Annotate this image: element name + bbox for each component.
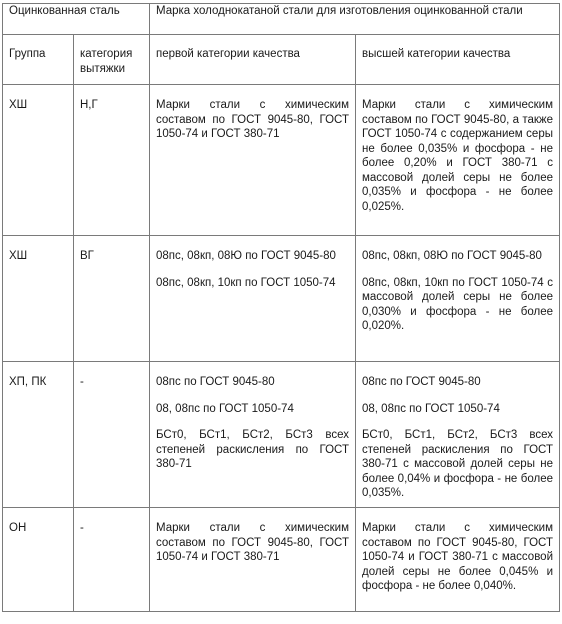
highest-category-text: 08пс, 08кп, 08Ю по ГОСТ 9045-80 [362, 250, 542, 262]
category-cell: - [80, 376, 84, 388]
table-row [3, 508, 560, 612]
header-highest-category: высшей категории качества [362, 48, 511, 60]
steel-grades-table [2, 3, 560, 612]
first-category-text: БСт0, БСт1, БСт2, БСт3 всех степеней раскисления по ГОСТ 380-71 [156, 429, 349, 470]
highest-category-text: Марки стали с химическим составом по ГОСТ 9045-80, ГОСТ 1050-74 и ГОСТ 380-71 с массовой долей серы не более 0,045% и фосфора - не более 0,040%. [362, 522, 553, 592]
header-highest-category-cell [356, 35, 560, 85]
table-row [3, 85, 560, 236]
highest-category-text: Марки стали с химическим составом по ГОСТ 9045-80, а также ГОСТ 1050-74 с содержанием серы не более 0,035% и фосфора - не более 0,20% и ГОСТ 380-71 с массовой долей серы не более 0,035% и фосфора - не более 0,025%. [362, 99, 553, 213]
first-category-text: 08пс по ГОСТ 9045-80 [156, 376, 275, 388]
header-row-sub [3, 35, 560, 85]
first-category-text: 08, 08пс по ГОСТ 1050-74 [156, 402, 294, 415]
first-category-text: Марки стали с химическим составом по ГОСТ 9045-80, ГОСТ 1050-74 и ГОСТ 380-71 [156, 522, 349, 563]
table-row [3, 362, 560, 508]
header-galvanized-steel: Оцинкованная сталь [9, 5, 120, 17]
group-cell: ХШ [9, 99, 28, 111]
header-draw-category-cell [74, 35, 150, 85]
category-cell: ВГ [80, 250, 94, 262]
group-cell: ОН [9, 522, 27, 534]
header-group-cell [3, 35, 74, 85]
category-cell: Н,Г [80, 99, 98, 111]
header-first-category: первой категории качества [156, 48, 300, 60]
group-cell: ХП, ПК [9, 376, 47, 388]
table-row [3, 236, 560, 362]
header-draw-category: категория вытяжки [80, 48, 133, 75]
header-row-top [3, 4, 560, 35]
header-cold-rolled-cell [150, 4, 560, 35]
highest-category-text: БСт0, БСт1, БСт2, БСт3 всех степеней раскисления по ГОСТ 380-71 с массовой долей серы не более 0,04% и фосфора - не более 0,035%. [362, 429, 553, 499]
highest-category-text: 08, 08пс по ГОСТ 1050-74 [362, 402, 500, 415]
first-category-text: 08пс, 08кп, 10кп по ГОСТ 1050-74 [156, 276, 336, 289]
header-group: Группа [9, 48, 46, 60]
group-cell: ХШ [9, 250, 28, 262]
first-category-text: Марки стали с химическим составом по ГОСТ 9045-80, ГОСТ 1050-74 и ГОСТ 380-71 [156, 99, 349, 140]
highest-category-text: 08пс, 08кп, 10кп по ГОСТ 1050-74 с массовой долей серы не более 0,030% и фосфора - не более 0,020%. [362, 276, 553, 332]
highest-category-text: 08пс по ГОСТ 9045-80 [362, 376, 481, 388]
category-cell: - [80, 522, 84, 534]
header-cold-rolled-steel: Марка холоднокатаной стали для изготовления оцинкованной стали [156, 5, 523, 17]
header-first-category-cell [150, 35, 356, 85]
header-galvanized-steel-cell [3, 4, 150, 35]
first-category-text: 08пс, 08кп, 08Ю по ГОСТ 9045-80 [156, 250, 336, 262]
